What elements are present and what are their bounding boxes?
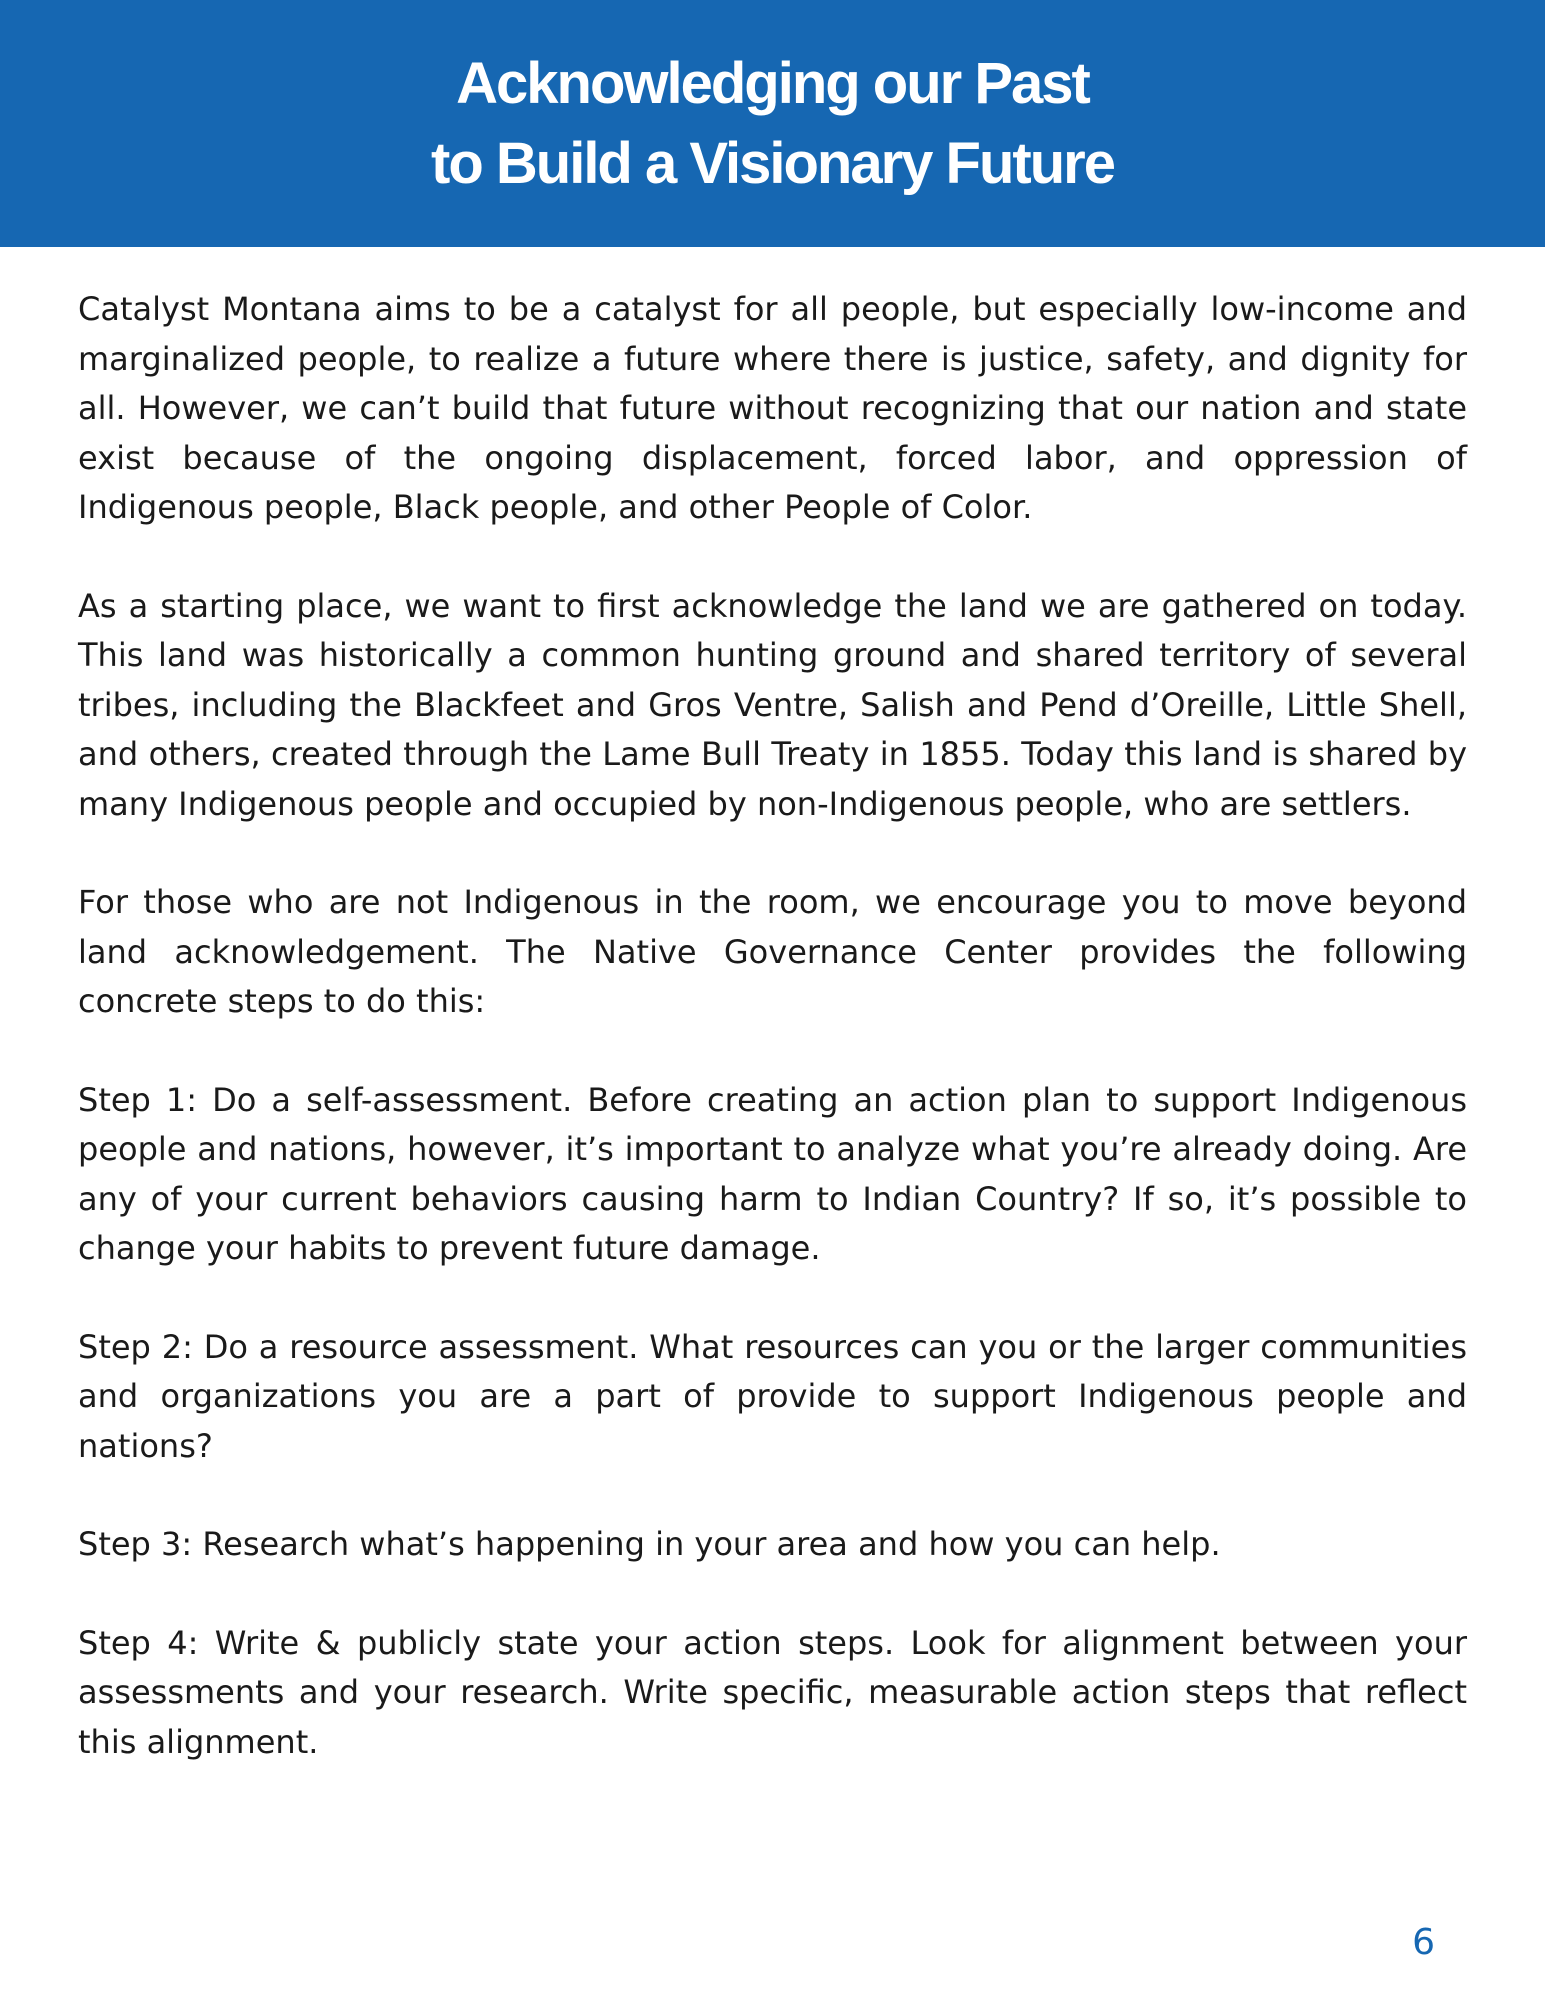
page-title-line-2: to Build a Visionary Future <box>431 130 1114 196</box>
paragraph-land-acknowledgement: As a starting place, we want to first acknowledge the land we are gathered on today. This land was historically a common hunting ground and shared territory of several tribes, including the Blackfeet and Gros Ventre, Salish and Pend d’Oreille, Little Shell, and others, created through the Lame Bull Treaty in 1855. Today this land is shared by many Indigenous people and occupied by non-Indigenous people, who are settlers. <box>78 586 1467 823</box>
paragraph-intro: Catalyst Montana aims to be a catalyst for all people, but especially low-income and marginalized people, to realize a future where there is justice, safety, and dignity for all. However, we can’t build that future without recognizing that our nation and state exist because of the ongoing displacement, forced labor, and oppression of Indigenous people, Black people, and other People of Color. <box>78 290 1467 526</box>
paragraph-step-2: Step 2: Do a resource assessment. What resources can you or the larger communities and organizations you are a part of provide to support Indigenous people and nations? <box>78 1327 1467 1465</box>
page-title-line-1: Acknowledging our Past <box>456 50 1089 116</box>
paragraph-step-4: Step 4: Write & publicly state your action steps. Look for alignment between your assessments and your research. Write specific, measurable action steps that reflect this alignment. <box>78 1623 1467 1761</box>
page-number: 6 <box>1412 1922 1435 1963</box>
paragraph-step-3: Step 3: Research what’s happening in your area and how you can help. <box>78 1525 1221 1563</box>
paragraph-step-1: Step 1: Do a self-assessment. Before creating an action plan to support Indigenous people and nations, however, it’s important to analyze what you’re already doing. Are any of your current behaviors causing harm to Indian Country? If so, it’s possible to change your habits to prevent future damage. <box>78 1080 1467 1267</box>
body-content <box>78 285 1467 1816</box>
paragraph-beyond-acknowledgement: For those who are not Indigenous in the room, we encourage you to move beyond land acknowledgement. The Native Governance Center provides the following concrete steps to do this: <box>78 883 1467 1020</box>
title-banner <box>0 0 1545 247</box>
